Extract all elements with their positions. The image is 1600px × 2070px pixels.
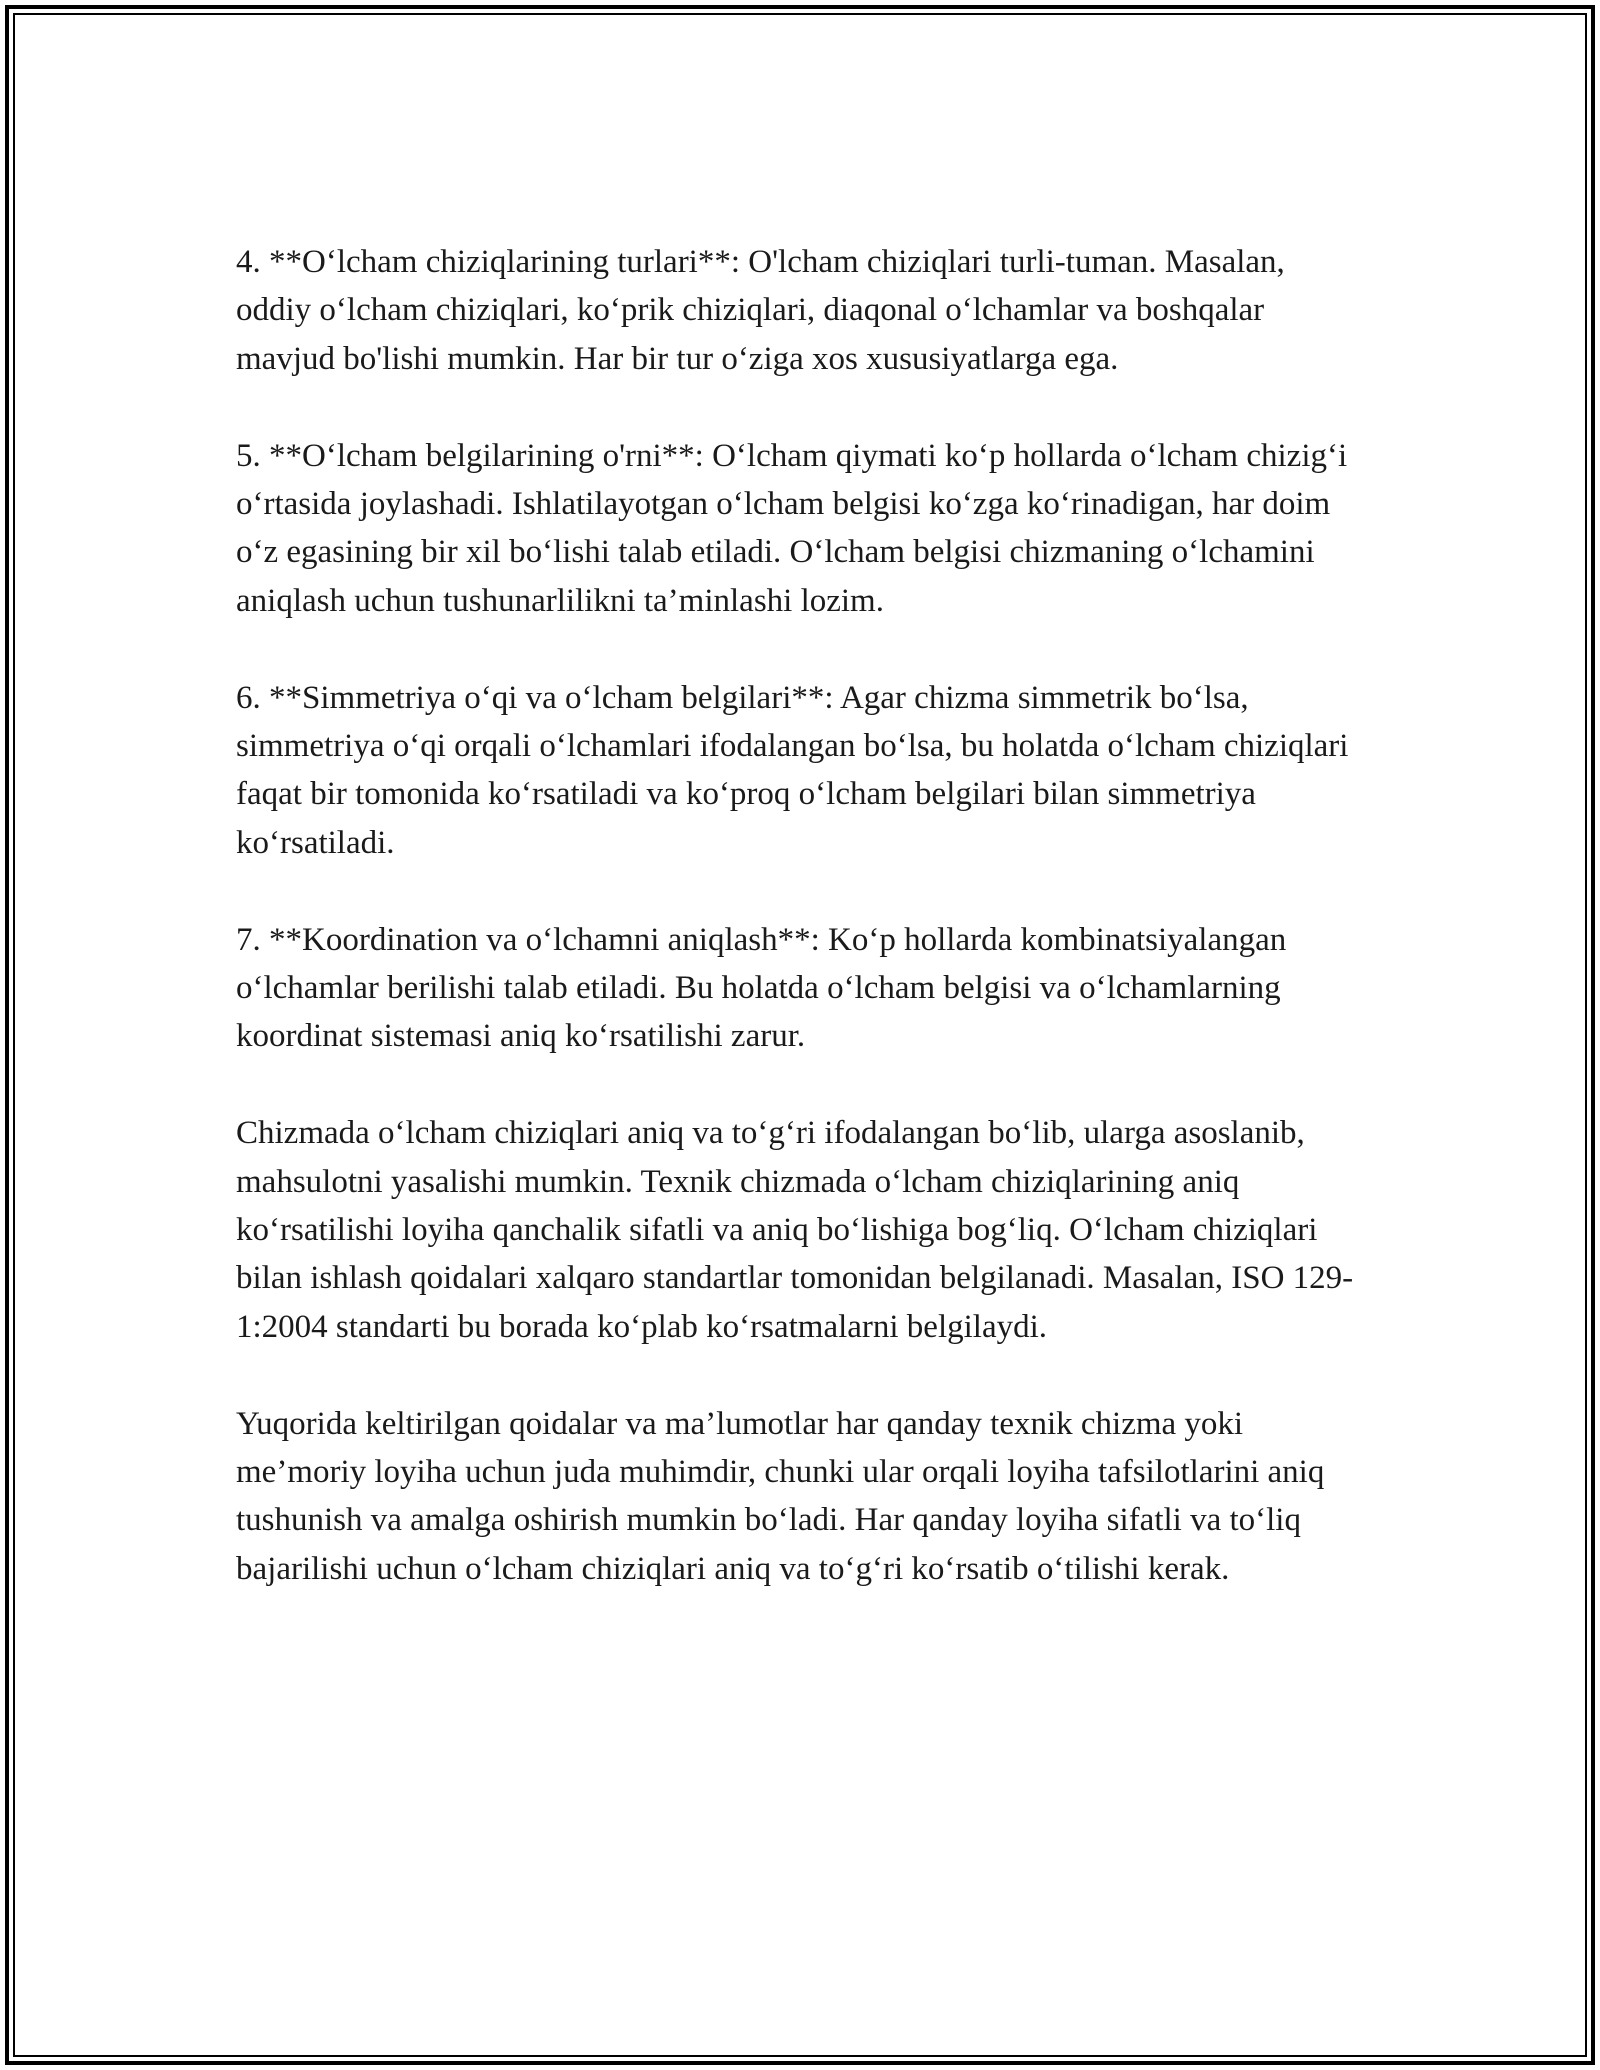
paragraph-item-5-dimension-mark-position: 5. **O‘lcham belgilarining o'rni**: O‘lcham qiymati ko‘p hollarda o‘lcham chizig‘i o‘rtasida joylashadi. Ishlatilayotgan o‘lcham belgisi ko‘zga ko‘rinadigan, har doim o‘z egasining bir xil bo‘lishi talab etiladi. O‘lcham belgisi chizmaning o‘lchamini aniqlash uchun tushunarlilikni ta’minlashi lozim. xyxy=(236,437,1348,619)
paragraph-conclusion: Yuqorida keltirilgan qoidalar va ma’lumotlar har qanday texnik chizma yoki me’moriy loyiha uchun juda muhimdir, chunki ular orqali loyiha tafsilotlarini aniq tushunish va amalga oshirish mumkin bo‘ladi. Har qanday loyiha sifatli va to‘liq bajarilishi uchun o‘lcham chiziqlari aniq va to‘g‘ri ko‘rsatib o‘tilishi kerak. xyxy=(236,1405,1325,1587)
document-body xyxy=(236,238,1366,1642)
paragraph-item-4-dimension-line-types: 4. **O‘lcham chiziqlarining turlari**: O'lcham chiziqlari turli-tuman. Masalan, oddiy o‘lcham chiziqlari, ko‘prik chiziqlari, diaqonal o‘lchamlar va boshqalar mavjud bo'lishi mumkin. Har bir tur o‘ziga xos xususiyatlarga ega. xyxy=(236,244,1285,377)
paragraph-item-7-coordination: 7. **Koordination va o‘lchamni aniqlash**: Ko‘p hollarda kombinatsiyalangan o‘lchamlar berilishi talab etiladi. Bu holatda o‘lcham belgisi va o‘lchamlarning koordinat sistemasi aniq ko‘rsatilishi zarur. xyxy=(236,921,1287,1055)
paragraph-iso-standards: Chizmada o‘lcham chiziqlari aniq va to‘g‘ri ifodalangan bo‘lib, ularga asoslanib, mahsulotni yasalishi mumkin. Texnik chizmada o‘lcham chiziqlarining aniq ko‘rsatilishi loyiha qanchalik sifatli va aniq bo‘lishiga bog‘liq. O‘lcham chiziqlari bilan ishlash qoidalari xalqaro standartlar tomonidan belgilanadi. Masalan, ISO 129-1:2004 standarti bu borada ko‘plab ko‘rsatmalarni belgilaydi. xyxy=(236,1115,1354,1345)
paragraph-item-6-symmetry-axis: 6. **Simmetriya o‘qi va o‘lcham belgilari**: Agar chizma simmetrik bo‘lsa, simmetriya o‘qi orqali o‘lchamlari ifodalangan bo‘lsa, bu holatda o‘lcham chiziqlari faqat bir tomonida ko‘rsatiladi va ko‘proq o‘lcham belgilari bilan simmetriya ko‘rsatiladi. xyxy=(236,679,1349,861)
